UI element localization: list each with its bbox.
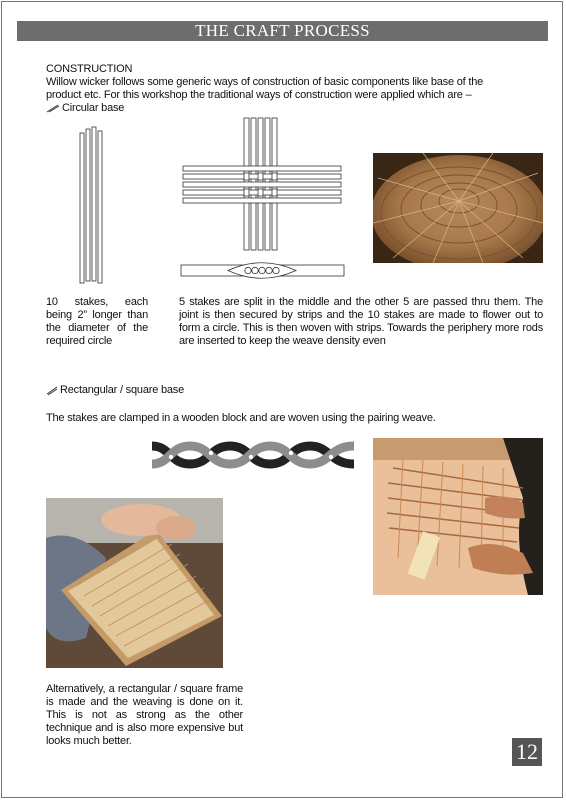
rectangular-base-text: Rectangular / square base xyxy=(60,384,185,396)
pencil-icon xyxy=(46,104,60,113)
page-title: THE CRAFT PROCESS xyxy=(17,21,548,41)
page-number: 12 xyxy=(512,738,542,766)
rectangular-frame-photo xyxy=(46,498,223,668)
circular-base-photo xyxy=(373,153,543,263)
cross-caption: 5 stakes are split in the middle and the other 5 are passed thru them. The joint is then secured by strips and the 10 stakes are made to flower out to form a circle. This is then woven with strips. Towards the periphery more rods are inserted to keep the weave density even xyxy=(179,296,543,347)
intro-line-2: product etc. For this workshop the traditional ways of construction were applied which are – xyxy=(46,89,472,101)
stakes-caption: 10 stakes, each being 2” longer than the diameter of the required circle xyxy=(46,296,148,347)
pencil-icon xyxy=(46,386,58,395)
section-heading: CONSTRUCTION xyxy=(46,63,133,75)
circular-base-text: Circular base xyxy=(62,102,125,114)
clamped-weaving-photo xyxy=(373,438,543,595)
frame-caption: Alternatively, a rectangular / square frame is made and the weaving is done on it. This is not as strong as the other technique and is also more expensive but looks much better. xyxy=(46,683,243,747)
intro-line-1: Willow wicker follows some generic ways of construction of basic components like base of the xyxy=(46,76,484,88)
rectangular-description: The stakes are clamped in a wooden block and are woven using the pairing weave. xyxy=(46,412,436,424)
circular-base-label xyxy=(46,102,124,115)
cross-stakes-diagram xyxy=(178,115,346,280)
stakes-diagram xyxy=(76,125,106,287)
rectangular-base-label xyxy=(46,384,184,397)
pairing-weave-diagram xyxy=(150,436,356,470)
